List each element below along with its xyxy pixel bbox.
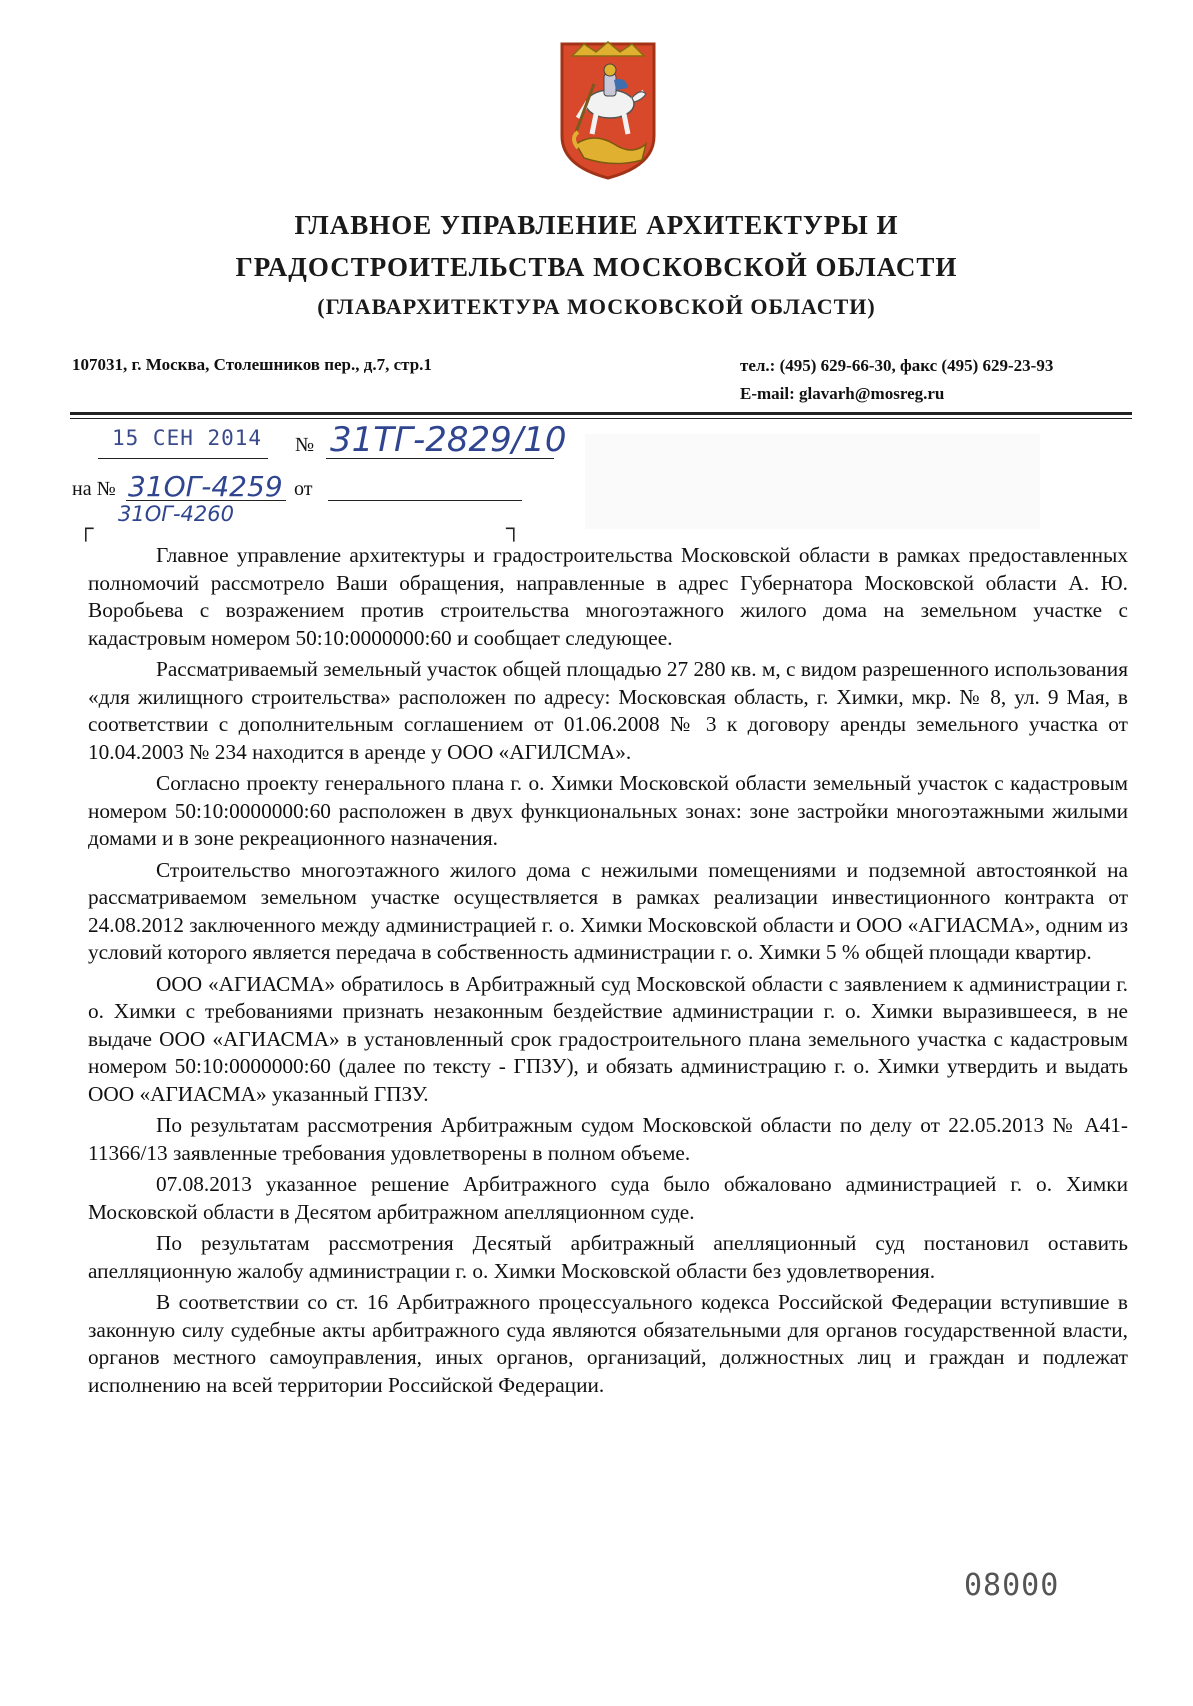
header-divider-thick (70, 412, 1132, 415)
number-underline (326, 458, 554, 459)
org-short-name: (ГЛАВАРХИТЕКТУРА МОСКОВСКОЙ ОБЛАСТИ) (317, 294, 876, 319)
phone-fax: тел.: (495) 629-66-30, факс (495) 629-23-93 (740, 356, 1054, 375)
reply-number-2: 31ОГ-4260 (118, 502, 234, 526)
reply-to-label: на № (72, 478, 116, 500)
org-title-line-2: ГРАДОСТРОИТЕЛЬСТВА МОСКОВСКОЙ ОБЛАСТИ (235, 252, 958, 282)
paragraph: Согласно проекту генерального плана г. о. Химки Московской области земельный участок с кадастровым номером 50:10:0000000:60 расположен в двух функциональных зонах: зоне застройки многоэтажными жилыми домами и в зоне рекреационного назначения. (88, 771, 1128, 850)
moscow-oblast-coat-of-arms-icon (554, 40, 662, 180)
letter-body (88, 542, 1128, 1403)
reply-number-underline (126, 500, 286, 501)
date-underline (98, 458, 268, 459)
addressee-corner-right: ┐ (506, 515, 522, 540)
paragraph: В соответствии со ст. 16 Арбитражного процессуального кодекса Российской Федерации вступившие в законную силу судебные акты арбитражного суда являются обязательными для органов государственной власти, органов местного самоуправления, иных органов, организаций, должностных лиц и граждан и подлежат исполнению на всей территории Российской Федерации. (88, 1290, 1128, 1397)
addressee-corner-left: ┌ (78, 515, 94, 540)
outgoing-number: 31ТГ-2829/10 (330, 420, 567, 460)
paragraph: ООО «АГИАСМА» обратилось в Арбитражный суд Московской области с заявлением к администрации г. о. Химки с требованиями признать незаконным бездействие администрации г. о. Химки выразившееся, в не выдаче ООО «АГИАСМА» в установленный срок градостроительного плана земельного участка с кадастровым номером 50:10:0000000:60 (далее по тексту - ГПЗУ), и обязать администрацию г. о. Химки утвердить и выдать ООО «АГИАСМА» указанный ГПЗУ. (88, 971, 1128, 1106)
paragraph: По результатам рассмотрения Арбитражным судом Московской области по делу от 22.05.2013 № А41-11366/13 заявленные требования удовлетворены в полном объеме. (88, 1113, 1128, 1165)
email: E-mail: glavarh@mosreg.ru (740, 384, 945, 403)
paragraph: Рассматриваемый земельный участок общей площадью 27 280 кв. м, с видом разрешенного использования «для жилищного строительства» расположен по адресу: Московская область, г. Химки, мкр. № 8, ул. 9 Мая, в соответствии с дополнительным соглашением от 01.06.2008 № 3 к договору аренды земельного участка от 10.04.2003 № 234 находится в аренде у ООО «АГИЛСМА». (88, 657, 1128, 764)
number-label: № (295, 434, 315, 456)
redacted-addressee-block (585, 434, 1040, 529)
header-divider-thin (70, 418, 1132, 419)
reply-number-1: 31ОГ-4259 (128, 470, 283, 503)
contact-block (740, 352, 1053, 408)
sheet-number-stamp: 08000 (964, 1568, 1060, 1603)
paragraph: 07.08.2013 указанное решение Арбитражного суда было обжаловано администрацией г. о. Химки Московской области в Десятом арбитражном апелляционном суде. (88, 1172, 1128, 1224)
date-stamp: 15 СЕН 2014 (112, 426, 263, 450)
paragraph: Главное управление архитектуры и градостроительства Московской области в рамках предоставленных полномочий рассмотрело Ваши обращения, направленные в адрес Губернатора Московской области А. Ю. Воробьева с возражением против строительства многоэтажного жилого дома на земельном участке с кадастровым номером 50:10:0000000:60 и сообщает следующее. (88, 543, 1128, 650)
paragraph: По результатам рассмотрения Десятый арбитражный апелляционный суд постановил оставить апелляционную жалобу администрации г. о. Химки Московской области без удовлетворения. (88, 1231, 1128, 1283)
postal-address: 107031, г. Москва, Столешников пер., д.7, стр.1 (72, 355, 432, 374)
from-date-underline (328, 500, 522, 501)
paragraph: Строительство многоэтажного жилого дома с нежилыми помещениями и подземной автостоянкой на рассматриваемом земельном участке осуществляется в рамках реализации инвестиционного контракта от 24.08.2012 заключенного между администрацией г. о. Химки Московской области и ООО «АГИАСМА», одним из условий которого является передача в собственность администрации г. о. Химки 5 % общей площади квартир. (88, 857, 1128, 964)
from-label: от (294, 478, 313, 500)
org-title-line-1: ГЛАВНОЕ УПРАВЛЕНИЕ АРХИТЕКТУРЫ И (294, 210, 899, 240)
